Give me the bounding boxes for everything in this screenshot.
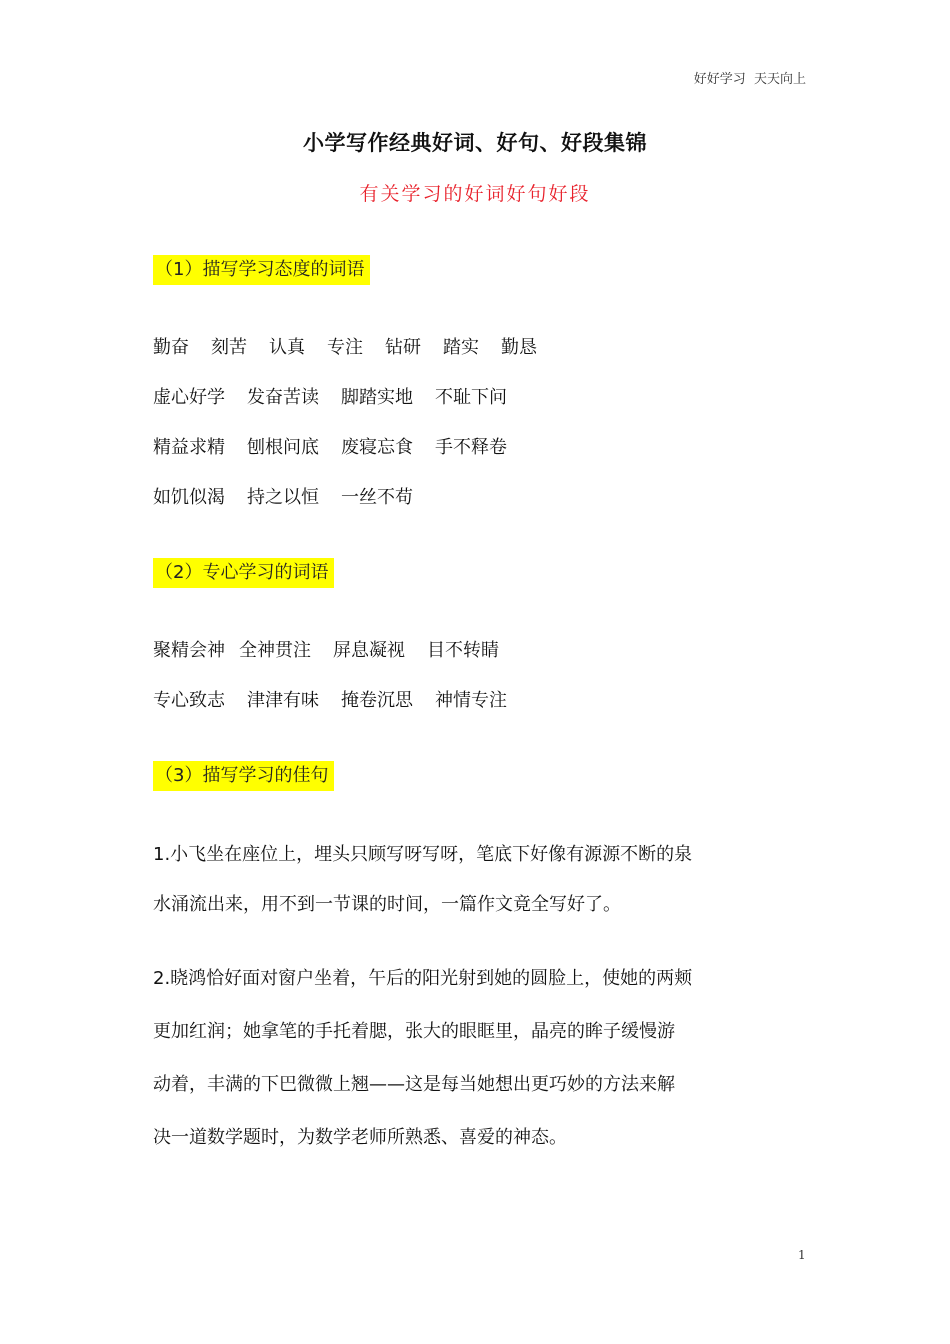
word-item: 全神贯注 [239,640,311,661]
word-item: 虚心好学 [153,387,225,408]
paragraph-line: 2.晓鸿恰好面对窗户坐着，午后的阳光射到她的圆脸上，使她的两颊 [153,968,693,989]
word-row [153,686,507,716]
word-item: 脚踏实地 [341,387,413,408]
word-item: 精益求精 [153,437,225,458]
word-item: 踏实 [443,337,479,358]
word-row [153,333,537,363]
word-item: 手不释卷 [435,437,507,458]
word-item: 专注 [327,337,363,358]
section-heading-attitude: （1）描写学习态度的词语 [153,255,370,285]
word-item: 发奋苦读 [247,387,319,408]
section-heading-focus: （2）专心学习的词语 [153,558,334,588]
word-item: 不耻下问 [435,387,507,408]
word-item: 目不转睛 [427,640,499,661]
word-item: 刨根问底 [247,437,319,458]
example-paragraph [153,840,803,920]
word-item: 勤恳 [501,337,537,358]
word-item: 一丝不苟 [341,487,413,508]
paragraph-line: 水涌流出来，用不到一节课的时间，一篇作文竟全写好了。 [153,894,621,915]
word-item: 专心致志 [153,690,225,711]
document-subtitle: 有关学习的好词好句好段 [359,183,591,205]
word-row [153,636,499,666]
word-item: 神情专注 [435,690,507,711]
word-item: 持之以恒 [247,487,319,508]
word-item: 屏息凝视 [333,640,405,661]
section-heading-sentences: （3）描写学习的佳句 [153,761,334,791]
word-row [153,433,507,463]
word-item: 掩卷沉思 [341,690,413,711]
example-paragraph [153,964,803,1153]
document-title: 小学写作经典好词、好句、好段集锦 [303,131,647,155]
word-item: 津津有味 [247,690,319,711]
word-item: 刻苦 [211,337,247,358]
word-item: 废寝忘食 [341,437,413,458]
word-row [153,383,507,413]
word-item: 如饥似渴 [153,487,225,508]
word-item: 勤奋 [153,337,189,358]
paragraph-line: 1.小飞坐在座位上，埋头只顾写呀写呀，笔底下好像有源源不断的泉 [153,844,693,865]
word-row [153,483,413,513]
paragraph-line: 动着，丰满的下巴微微上翘——这是每当她想出更巧妙的方法来解 [153,1074,675,1095]
paragraph-line: 决一道数学题时，为数学老师所熟悉、喜爱的神态。 [153,1127,567,1148]
page-number: 1 [798,1248,806,1262]
word-item: 钻研 [385,337,421,358]
paragraph-line: 更加红润；她拿笔的手托着腮，张大的眼眶里，晶亮的眸子缓慢游 [153,1021,675,1042]
header-motto: 好好学习 天天向上 [693,72,806,87]
word-item: 聚精会神 [153,640,225,661]
word-item: 认真 [269,337,305,358]
